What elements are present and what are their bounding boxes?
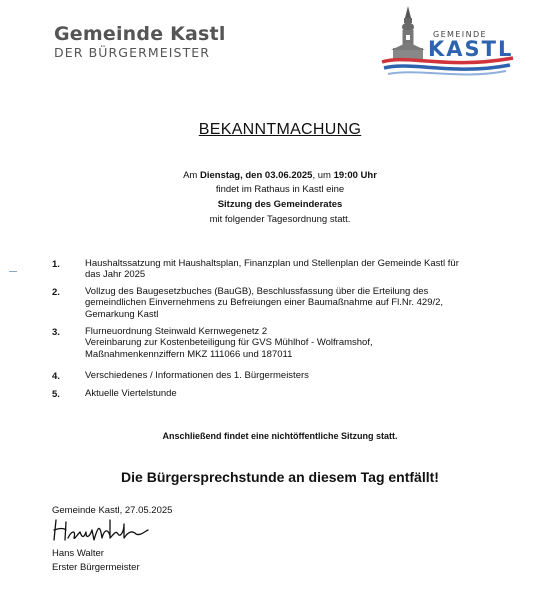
meeting-type: Sitzung des Gemeinderates [217, 199, 343, 210]
signer-name: Hans Walter [52, 548, 104, 559]
church-tower-icon [391, 6, 425, 60]
agenda-intro: mit folgender Tagesordnung statt. [209, 214, 351, 225]
consultation-notice: Die Bürgersprechstunde an diesem Tag entfällt! [121, 469, 439, 485]
signature-icon [50, 516, 150, 544]
agenda-item-number: 2. [52, 287, 60, 298]
signer-role: Erster Bürgermeister [52, 562, 140, 573]
agenda-item-line: das Jahr 2025 [85, 269, 146, 281]
agenda-item-line: Gemarkung Kastl [85, 308, 159, 320]
agenda-item-line: gemeindlichen Einvernehmens zu Befreiungen einer Baumaßnahme auf Fl.Nr. 429/2, [85, 297, 444, 309]
agenda-item-5 [85, 388, 525, 399]
agenda-item-line: Vereinbarung zur Kostenbeteiligung für GVS Mühlhof - Wolframshof, [85, 337, 373, 349]
agenda-item-4 [85, 370, 525, 381]
intro-prefix: Am [183, 170, 200, 181]
agenda-item-number: 1. [52, 259, 60, 270]
agenda-item-line: Vollzug des Baugesetzbuches (BauGB), Beschlussfassung über die Erteilung des [85, 286, 429, 297]
agenda-item-number: 5. [52, 389, 60, 400]
margin-mark [9, 271, 17, 272]
agenda-item-2 [85, 286, 525, 320]
municipality-name: Gemeinde Kastl [54, 23, 226, 45]
logo-big-text: KASTL [428, 37, 514, 61]
closing-note: Anschließend findet eine nichtöffentliche Sitzung statt. [162, 431, 398, 441]
agenda-item-1 [85, 258, 525, 281]
agenda-item-line: Maßnahmenkennziffern MKZ 111066 und 187011 [85, 348, 293, 360]
logo-small-text: GEMEINDE [433, 30, 487, 39]
agenda-item-line: Haushaltssatzung mit Haushaltsplan, Finanzplan und Stellenplan der Gemeinde Kastl für [85, 258, 459, 269]
meeting-location: findet im Rathaus in Kastl eine [215, 184, 345, 195]
place-date: Gemeinde Kastl, 27.05.2025 [52, 505, 173, 516]
agenda-item-3 [85, 326, 525, 360]
intro-date-line [0, 170, 560, 181]
meeting-date: Dienstag, den 03.06.2025 [199, 170, 313, 181]
agenda-item-line: Aktuelle Viertelstunde [85, 388, 177, 399]
document-title: BEKANNTMACHUNG [198, 121, 362, 138]
meeting-time: 19:00 Uhr [333, 170, 377, 181]
agenda-item-number: 4. [52, 371, 60, 382]
agenda-item-number: 3. [52, 327, 60, 338]
agenda-item-line: Flurneuordnung Steinwald Kernwegenetz 2 [85, 326, 268, 337]
office-name: DER BÜRGERMEISTER [54, 45, 211, 60]
agenda-item-line: Verschiedenes / Informationen des 1. Bürgermeisters [85, 370, 309, 381]
intro-middle: , um [312, 170, 334, 181]
